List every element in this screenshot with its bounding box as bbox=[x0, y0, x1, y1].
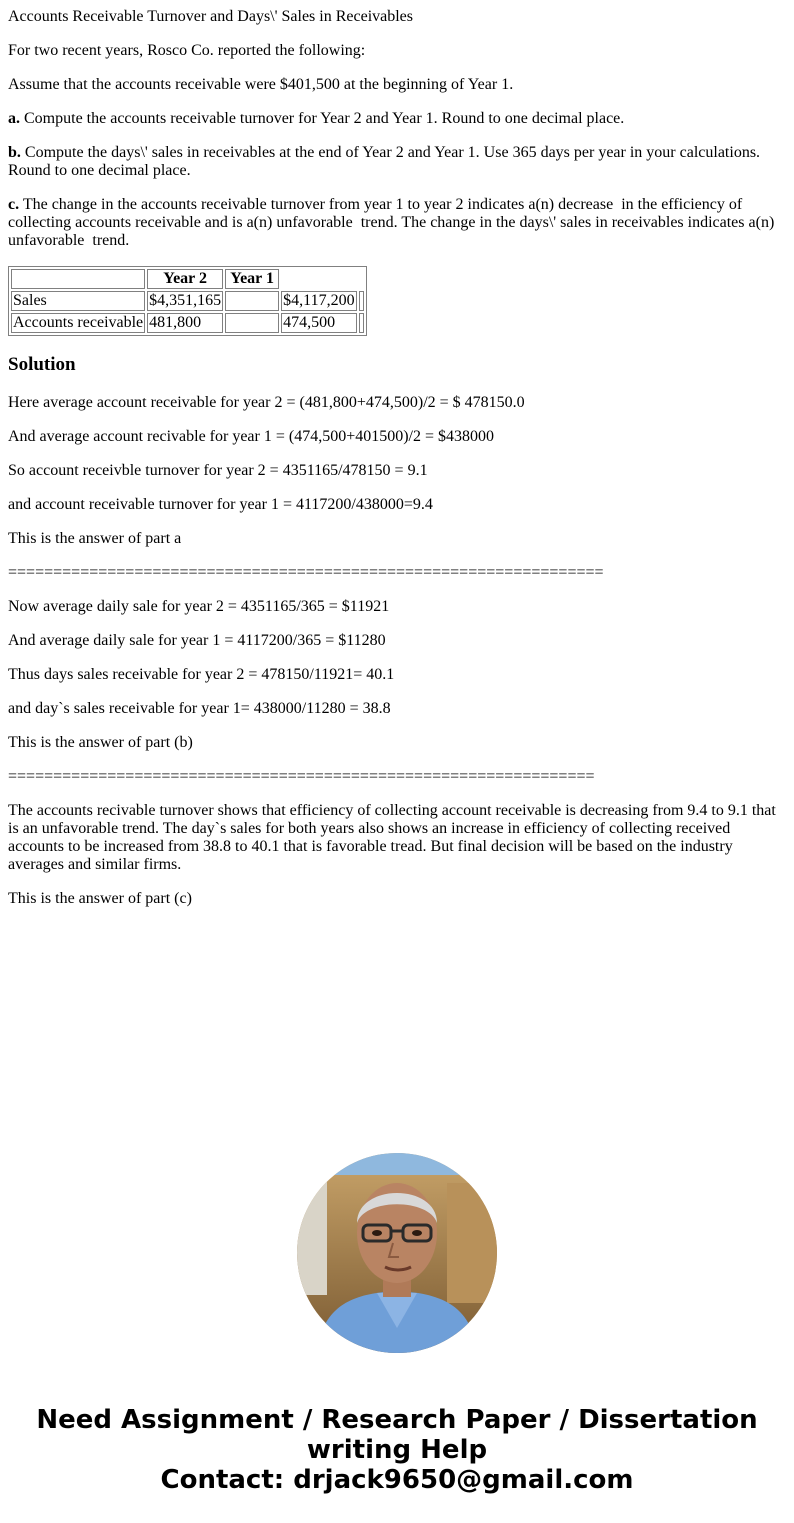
part-b bbox=[8, 144, 786, 180]
empty-cell bbox=[359, 313, 364, 333]
empty-cell bbox=[225, 291, 279, 311]
table-header-row bbox=[11, 269, 364, 289]
solution-line: This is the answer of part (b) bbox=[8, 734, 193, 751]
solution-line: Here average account receivable for year 2 = (481,800+474,500)/2 = $ 478150.0 bbox=[8, 394, 525, 411]
sales-year1: $4,117,200 bbox=[283, 292, 355, 309]
solution-line: and day`s sales receivable for year 1= 438000/11280 = 38.8 bbox=[8, 700, 391, 717]
part-a-text: Compute the accounts receivable turnover for Year 2 and Year 1. Round to one decimal place. bbox=[20, 110, 625, 127]
table-header-year1: Year 1 bbox=[225, 269, 279, 289]
solution-line: Thus days sales receivable for year 2 = 478150/11921= 40.1 bbox=[8, 666, 395, 683]
solution-line: and account receivable turnover for year 1 = 4117200/438000=9.4 bbox=[8, 496, 433, 513]
part-c-label: c. bbox=[8, 196, 20, 213]
separator-line: ================================================================== bbox=[8, 564, 604, 581]
part-c bbox=[8, 196, 786, 250]
author-avatar bbox=[297, 1153, 497, 1353]
table-header-blank bbox=[11, 269, 145, 289]
sales-year2: $4,351,165 bbox=[149, 292, 222, 309]
solution-line: So account receivble turnover for year 2 = 4351165/478150 = 9.1 bbox=[8, 462, 428, 479]
table-row bbox=[11, 291, 364, 311]
part-b-label: b. bbox=[8, 144, 21, 161]
row-label-accounts-receivable: Accounts receivable bbox=[13, 314, 144, 331]
empty-cell bbox=[359, 291, 364, 311]
row-label-sales: Sales bbox=[11, 291, 145, 311]
financial-table bbox=[8, 266, 367, 336]
page-title: Accounts Receivable Turnover and Days\' Sales in Receivables bbox=[8, 8, 414, 25]
empty-cell bbox=[225, 313, 279, 333]
part-a bbox=[8, 110, 786, 128]
footer-banner bbox=[0, 1405, 794, 1495]
footer-help-text: Need Assignment / Research Paper / Dissertation writing Help bbox=[36, 1405, 758, 1465]
separator-line: ================================================================= bbox=[8, 768, 595, 785]
solution-line: Now average daily sale for year 2 = 4351165/365 = $11921 bbox=[8, 598, 390, 615]
solution-line: This is the answer of part (c) bbox=[8, 890, 192, 907]
table-row bbox=[11, 313, 364, 333]
portrait-image bbox=[297, 1153, 497, 1353]
solution-line: And average daily sale for year 1 = 4117200/365 = $11280 bbox=[8, 632, 386, 649]
intro-text: For two recent years, Rosco Co. reported the following: bbox=[8, 42, 366, 59]
solution-heading: Solution bbox=[8, 354, 76, 375]
part-b-text: Compute the days\' sales in receivables at the end of Year 2 and Year 1. Use 365 days per year in your calculations. Round to one decimal place. bbox=[8, 144, 761, 179]
solution-line: This is the answer of part a bbox=[8, 530, 182, 547]
solution-paragraph: The accounts recivable turnover shows that efficiency of collecting account receivable is decreasing from 9.4 to 9.1 that is an unfavorable trend. The day`s sales for both years also shows an increase in efficiency of collecting received accounts to be increased from 38.8 to 40.1 that is favorable tread. But final decision will be based on the industry averages and similar firms. bbox=[8, 802, 776, 873]
assumption-text: Assume that the accounts receivable were $401,500 at the beginning of Year 1. bbox=[8, 76, 514, 93]
solution-line: And average account recivable for year 1 = (474,500+401500)/2 = $438000 bbox=[8, 428, 495, 445]
footer-contact-text: Contact: drjack9650@gmail.com bbox=[160, 1465, 634, 1495]
table-header-year2: Year 2 bbox=[147, 269, 223, 289]
part-a-label: a. bbox=[8, 110, 20, 127]
accounts-receivable-year1: 474,500 bbox=[281, 313, 356, 333]
part-c-text: The change in the accounts receivable turnover from year 1 to year 2 indicates a(n) decrease in the efficiency of collecting accounts receivable and is a(n) unfavorable trend. The change in the days\' sales in receivables indicates a(n) unfavorable trend. bbox=[8, 196, 779, 249]
accounts-receivable-year2: 481,800 bbox=[147, 313, 223, 333]
